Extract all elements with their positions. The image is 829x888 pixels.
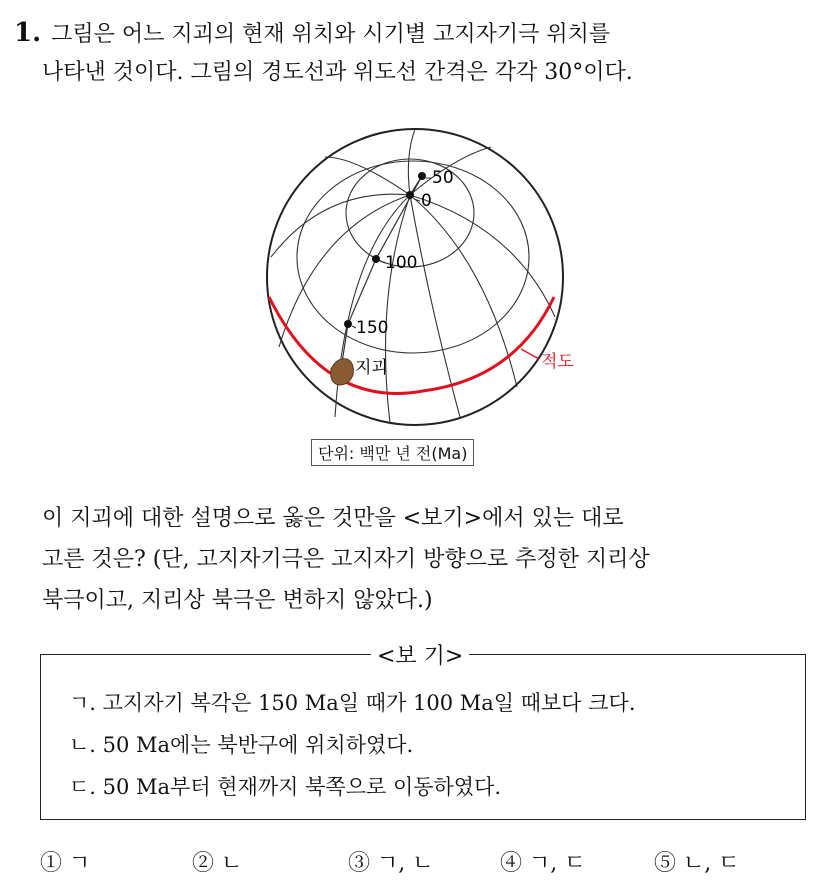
question-text-1: 그림은 어느 지괴의 현재 위치와 시기별 고지자기극 위치를: [51, 22, 611, 47]
globe-diagram: [255, 117, 575, 447]
pole-label-0: 0: [421, 191, 432, 211]
pole-label-150: 150: [356, 318, 389, 338]
prompt-line-1: 이 지괴에 대한 설명으로 옳은 것만을 <보기>에서 있는 대로: [42, 506, 624, 531]
choice-1[interactable]: ① ㄱ: [40, 851, 91, 876]
equator-label: 적도: [541, 352, 574, 372]
examples-title: <보 기>: [371, 639, 469, 670]
pole-point-100: [372, 255, 380, 263]
choice-5[interactable]: ⑤ ㄴ, ㄷ: [654, 851, 740, 876]
choice-3[interactable]: ③ ㄱ, ㄴ: [348, 851, 434, 876]
examples-box: [40, 644, 806, 820]
prompt-line-2: 고른 것은? (단, 고지자기극은 고지자기 방향으로 추정한 지리상: [42, 547, 650, 572]
question-text-2: 나타낸 것이다. 그림의 경도선과 위도선 간격은 각각 30°이다.: [42, 60, 633, 85]
choice-2[interactable]: ② ㄴ: [192, 851, 243, 876]
pole-label-100: 100: [385, 253, 418, 273]
unit-note: 단위: 백만 년 전(Ma): [311, 439, 474, 466]
prompt-line-3: 북극이고, 지리상 북극은 변하지 않았다.): [42, 588, 433, 613]
globe-outline: [267, 129, 563, 425]
choice-4[interactable]: ④ ㄱ, ㄷ: [500, 851, 586, 876]
question-line-1: [14, 14, 610, 54]
pole-point-150: [344, 320, 352, 328]
pole-label-50: 50: [432, 168, 454, 188]
pole-point-50: [418, 172, 426, 180]
example-item-c: ㄷ. 50 Ma부터 현재까지 북쪽으로 이동하였다.: [69, 775, 502, 799]
pole-point-0: [406, 191, 414, 199]
example-item-b: ㄴ. 50 Ma에는 북반구에 위치하였다.: [69, 733, 414, 757]
example-item-a: ㄱ. 고지자기 복각은 150 Ma일 때가 100 Ma일 때보다 크다.: [69, 691, 636, 715]
globe-figure: [255, 117, 575, 477]
question-number: 1.: [14, 18, 42, 48]
block-label: 지괴: [355, 358, 388, 378]
